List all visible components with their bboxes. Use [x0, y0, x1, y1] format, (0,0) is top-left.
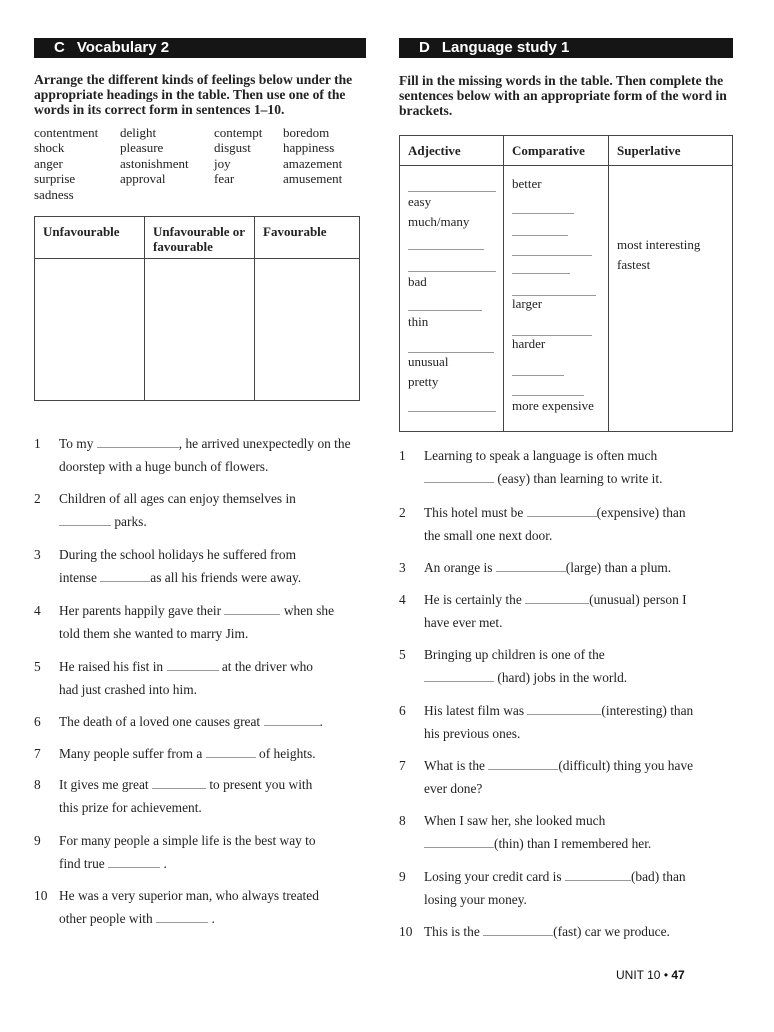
sentence-number: 7 [399, 758, 406, 773]
header-favourable: Favourable [255, 217, 360, 259]
answer-blank[interactable] [152, 787, 206, 789]
answer-blank[interactable] [264, 724, 320, 726]
word: amazement [283, 155, 343, 171]
sentence-text: the small one next door. [424, 528, 553, 543]
sentence-text: to present you with [209, 777, 313, 792]
word: happiness [283, 140, 335, 156]
sentence-text: (hard) jobs in the world. [497, 670, 628, 685]
sentence-text: doorstep with a huge bunch of flowers. [59, 459, 269, 474]
word: shock [34, 140, 65, 156]
sentence-text: This is the [424, 924, 480, 939]
sentence-text: other people with [59, 911, 153, 926]
word: pleasure [120, 140, 164, 156]
sentence-number: 9 [399, 869, 406, 884]
answer-blank[interactable] [512, 202, 574, 218]
sentence-text: . [319, 714, 323, 729]
unfavourable-answer-cell[interactable] [35, 259, 145, 401]
sentence-text: when she [283, 603, 335, 618]
answer-blank[interactable] [512, 262, 570, 278]
answer-blank[interactable] [565, 879, 631, 881]
answer-blank[interactable] [156, 921, 208, 923]
sentence-text: He raised his fist in [59, 659, 164, 674]
sentence-text: Children of all ages can enjoy themselves in [59, 491, 296, 506]
sentence-text: He was a very superior man, who always treated [59, 888, 319, 903]
sentence-number: 3 [399, 560, 406, 575]
sentence-number: 2 [399, 505, 406, 520]
sentence-text: Bringing up children is one of the [424, 647, 605, 662]
sentence-text: Learning to speak a language is often much [424, 448, 658, 463]
answer-blank[interactable] [424, 846, 494, 848]
sentence-text: (thin) than I remembered her. [494, 836, 652, 851]
word: amusement [283, 171, 343, 187]
word: contentment [34, 125, 99, 140]
section-d-heading [399, 38, 733, 58]
sentence-number: 8 [399, 813, 406, 828]
either-answer-cell[interactable] [145, 259, 255, 401]
sentence-number: 8 [34, 777, 41, 792]
sentence-text: have ever met. [424, 615, 503, 630]
word: contempt [214, 125, 263, 140]
sentence-text: (fast) car we produce. [553, 924, 670, 939]
sentence-text: parks. [114, 514, 147, 529]
header-unfavourable: Unfavourable [35, 217, 145, 259]
sentence-text: (expensive) than [596, 505, 686, 520]
section-c-letter: C [54, 39, 65, 56]
header-superlative: Superlative [609, 136, 733, 166]
comparative-cell: more expensive [512, 398, 594, 413]
page-footer [616, 968, 685, 982]
word: sadness [34, 186, 74, 202]
header-adjective: Adjective [400, 136, 504, 166]
sentence-text: It gives me great [59, 777, 149, 792]
answer-blank[interactable] [100, 580, 150, 582]
superlative-cell: most interesting [617, 237, 701, 252]
comparative-column [504, 166, 609, 432]
superlative-cell: fastest [617, 257, 651, 272]
word: fear [214, 171, 235, 187]
answer-blank[interactable] [512, 224, 568, 240]
answer-blank[interactable] [108, 866, 160, 868]
sentence-text: His latest film was [424, 703, 525, 718]
answer-blank[interactable] [206, 756, 256, 758]
word: surprise [34, 171, 76, 187]
sentence-text: When I saw her, she looked much [424, 813, 606, 828]
answer-blank[interactable] [167, 669, 219, 671]
sentence-text: . [163, 856, 167, 871]
section-c-heading [34, 38, 366, 58]
sentence-text: (unusual) person I [589, 592, 687, 607]
sentence-number: 9 [34, 833, 41, 848]
answer-blank[interactable] [527, 515, 597, 517]
sentence-number: 10 [34, 888, 48, 903]
favourable-answer-cell[interactable] [255, 259, 360, 401]
sentence-number: 1 [34, 436, 41, 451]
section-c-title: Vocabulary 2 [76, 39, 170, 56]
feelings-table [34, 216, 360, 401]
sentence-number: 10 [399, 924, 413, 939]
answer-blank[interactable] [97, 446, 179, 448]
sentence-text: this prize for achievement. [59, 800, 202, 815]
sentence-text: find true [59, 856, 105, 871]
sentence-text: This hotel must be [424, 505, 524, 520]
adjective-cell: unusual [408, 354, 449, 369]
adjective-cell: thin [408, 314, 429, 329]
sentence-number: 5 [34, 659, 41, 674]
header-comparative: Comparative [504, 136, 609, 166]
sentence-number: 3 [34, 547, 41, 562]
sentence-text: of heights. [259, 746, 316, 761]
sentence-number: 1 [399, 448, 406, 463]
answer-blank[interactable] [525, 602, 589, 604]
sentence-text: at the driver who [221, 659, 313, 674]
answer-blank[interactable] [527, 713, 601, 715]
sentence-text: told them she wanted to marry Jim. [59, 626, 249, 641]
section-d-letter: D [419, 39, 430, 56]
answer-blank[interactable] [408, 400, 496, 416]
section-c-instructions: Arrange the different kinds of feelings below under the appropriate headings in the table. Then use one of the words in its correct form in sentences 1–10. [34, 72, 353, 117]
word: anger [34, 155, 63, 171]
answer-blank[interactable] [483, 934, 553, 936]
answer-blank[interactable] [59, 524, 111, 526]
sentence-number: 7 [34, 746, 41, 761]
answer-blank[interactable] [488, 768, 558, 770]
sentence-text: (easy) than learning to write it. [497, 471, 663, 486]
comparison-table [399, 135, 733, 432]
bullet: • [663, 968, 669, 982]
answer-blank[interactable] [512, 244, 592, 260]
comparative-cell: harder [512, 336, 546, 351]
word: boredom [283, 125, 330, 140]
sentence-text: An orange is [424, 560, 493, 575]
sentence-text: For many people a simple life is the best way to [59, 833, 316, 848]
sentence-text: had just crashed into him. [59, 682, 197, 697]
sentence-number: 4 [399, 592, 406, 607]
section-d-title: Language study 1 [441, 39, 570, 56]
sentence-text: (bad) than [630, 869, 686, 884]
answer-blank[interactable] [496, 570, 566, 572]
adjective-cell: easy [408, 194, 432, 209]
unit-label: UNIT 10 [616, 968, 661, 982]
adjective-column [400, 166, 504, 432]
superlative-column [609, 166, 733, 432]
sentence-text: intense [59, 570, 97, 585]
sentence-number: 5 [399, 647, 406, 662]
sentence-text: (difficult) thing you have [558, 758, 694, 773]
sentence-text: The death of a loved one causes great [59, 714, 261, 729]
sentence-number: 2 [34, 491, 41, 506]
sentence-number: 4 [34, 603, 41, 618]
sentence-text: Many people suffer from a [59, 746, 203, 761]
answer-blank[interactable] [424, 481, 494, 483]
sentence-text: During the school holidays he suffered from [59, 547, 297, 562]
sentence-text: as all his friends were away. [150, 570, 302, 585]
page-number: 47 [671, 968, 685, 982]
answer-blank[interactable] [408, 299, 482, 315]
adjective-cell: bad [408, 274, 427, 289]
sentence-text: his previous ones. [424, 726, 521, 741]
word: disgust [214, 140, 251, 156]
sentence-text: What is the [424, 758, 485, 773]
sentence-text: Her parents happily gave their [59, 603, 222, 618]
header-unfavourable-or-favourable: Unfavourable or favourable [145, 217, 255, 259]
answer-blank[interactable] [512, 364, 564, 380]
word: delight [120, 125, 157, 140]
sentence-number: 6 [34, 714, 41, 729]
sentence-text: (interesting) than [601, 703, 694, 718]
answer-blank[interactable] [424, 680, 494, 682]
sentence-text: He is certainly the [424, 592, 522, 607]
sentence-text: losing your money. [424, 892, 527, 907]
answer-blank[interactable] [224, 613, 280, 615]
comparative-cell: larger [512, 296, 543, 311]
word: astonishment [120, 155, 189, 171]
sentence-text: ever done? [424, 781, 483, 796]
adjective-cell: much/many [408, 214, 470, 229]
adjective-cell: pretty [408, 374, 439, 389]
word: joy [214, 155, 231, 171]
word: approval [120, 171, 166, 187]
sentence-number: 6 [399, 703, 406, 718]
sentence-text: , he arrived unexpectedly on the [178, 436, 351, 451]
sentence-text: . [211, 911, 215, 926]
sentence-text: Losing your credit card is [424, 869, 562, 884]
answer-blank[interactable] [408, 238, 484, 254]
sentence-text: To my [59, 436, 94, 451]
sentence-text: (large) than a plum. [565, 560, 672, 575]
comparative-cell: better [512, 176, 542, 191]
section-d-instructions: Fill in the missing words in the table. Then complete the sentences below with an appropriate form of the word in brackets. [399, 73, 727, 118]
